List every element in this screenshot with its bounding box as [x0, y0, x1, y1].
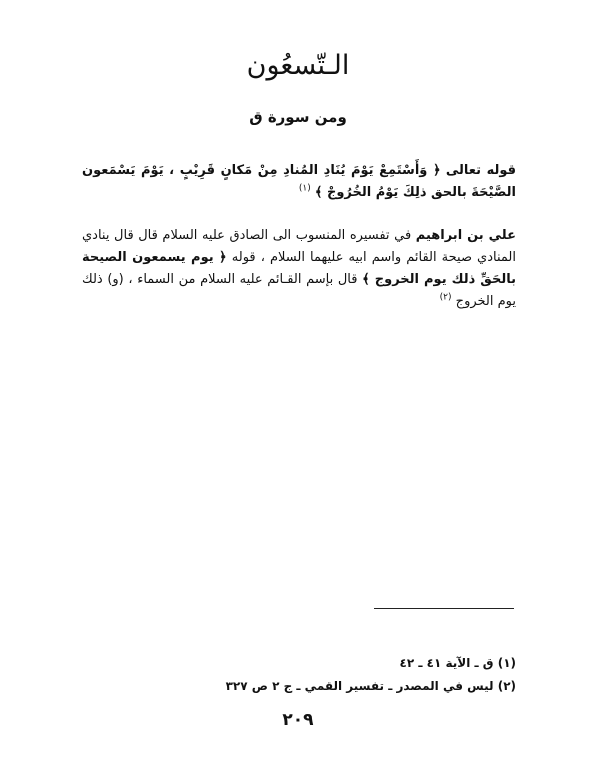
hadith-quote: ﴿ يوم يسمعون الصيحة بالحَقِّ ذلك يوم الخروج ﴾: [82, 250, 517, 287]
hadith-paragraph: [82, 225, 516, 313]
footnote-divider: [374, 608, 514, 609]
footnote-ref-2: (٢): [439, 292, 452, 303]
hadith-text-2: قال بإسم القـائم عليه السلام من السماء ، (و) ذلك يوم الخروج: [82, 272, 516, 309]
footnote-1: (١) ق ـ الآية ٤١ ـ ٤٢: [399, 656, 516, 670]
narrator-name: علي بن ابراهيم: [415, 228, 516, 243]
chapter-title: الـتّسعُون: [246, 50, 350, 81]
page-number: ٢٠٩: [282, 710, 314, 730]
section-heading: ومن سورة ق: [249, 108, 347, 126]
verse-intro: قوله تعالى: [445, 163, 516, 178]
footnote-ref-1: (١): [298, 183, 311, 194]
footnotes: [150, 652, 516, 698]
verse-quote: ﴿ وَأَسْتَمِعْ يَوْمَ يُنَادِ المُنادِ مِنْ مَكانٍ قَرِيْبٍ ، يَوْمَ يَسْمَعون الصَّيْحَةَ بالحق ذلِكَ يَوْمُ الخُرُوجْ ﴾: [82, 163, 516, 200]
verse-paragraph: [82, 160, 516, 204]
hadith-text-1: في تفسيره المنسوب الى الصادق عليه السلام قال قال ينادي المنادي صيحة القائم واسم ابيه عليهما السلام ، قوله: [82, 228, 516, 265]
footnote-2: (٢) ليس في المصدر ـ تفسير القمي ـ ج ٢ ص ٣٢٧: [225, 679, 516, 693]
